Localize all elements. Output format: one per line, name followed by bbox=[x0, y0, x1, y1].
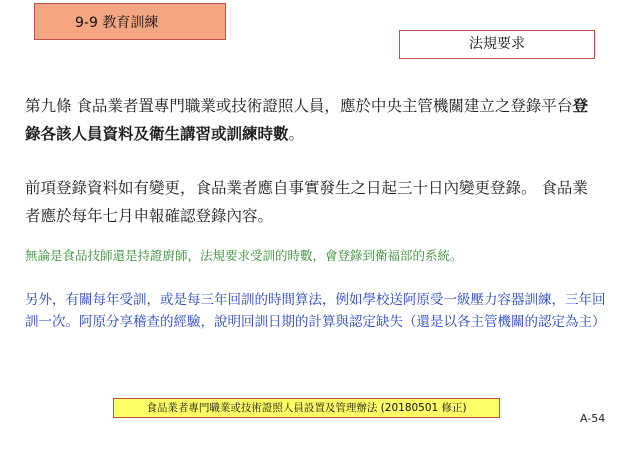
page-number: A-54 bbox=[580, 412, 606, 425]
article-nine-paragraph bbox=[25, 92, 600, 148]
section-title-box bbox=[34, 3, 226, 40]
article-nine-end: 。 bbox=[288, 125, 305, 143]
source-citation: 食品業者專門職業或技術證照人員設置及管理辦法 (20180501 修正) bbox=[146, 402, 467, 414]
article-nine-text: 第九條 食品業者置專門職業或技術證照人員，應於中央主管機關建立之登錄平台 bbox=[25, 97, 573, 115]
regulation-tag: 法規要求 bbox=[469, 36, 525, 52]
green-note: 無論是食品技師還是持證廚師，法規要求受訓的時數，會登錄到衛福部的系統。 bbox=[25, 248, 463, 263]
section-title: 9-9 教育訓練 bbox=[75, 15, 159, 31]
article-nine-emphasis: 登錄各該人員資料及衛生講習或訓練時數 bbox=[25, 97, 588, 143]
regulation-tag-box bbox=[399, 30, 595, 59]
source-citation-box bbox=[113, 398, 500, 418]
blue-note: 另外，有關每年受訓，或是每三年回訓的時間算法，例如學校送阿原受一級壓力容器訓練，三年回訓一次。阿原分享稽查的經驗，說明回訓日期的計算與認定缺失（還是以各主管機關的認定為主） bbox=[25, 292, 606, 330]
registration-change-paragraph: 前項登錄資料如有變更，食品業者應自事實發生之日起三十日內變更登錄。 食品業者應於每年七月申報確認登錄內容。 bbox=[25, 179, 588, 225]
